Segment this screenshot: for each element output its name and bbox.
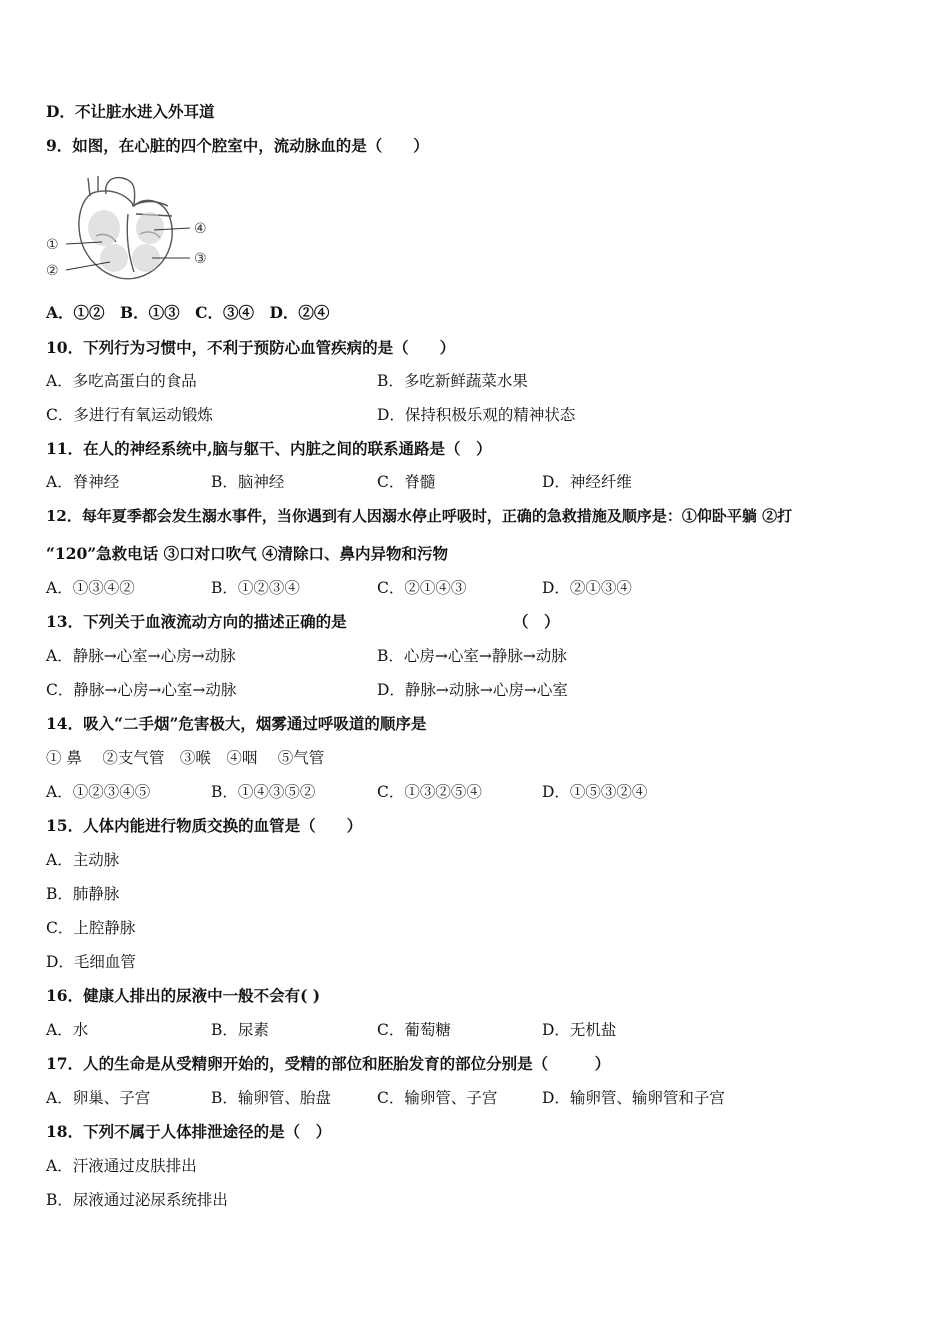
- q14-option-a: A．①②③④⑤: [46, 783, 151, 801]
- q11-option-c: C．脊髓: [377, 473, 436, 491]
- question-10: 10．下列行为习惯中，不利于预防心血管疾病的是（ ）: [46, 338, 456, 357]
- q16-option-b: B．尿素: [211, 1021, 269, 1039]
- q12-option-d: D．②①③④: [542, 579, 632, 597]
- q17-option-b: B．输卵管、胎盘: [211, 1089, 331, 1107]
- question-11: 11．在人的神经系统中,脑与躯干、内脏之间的联系通路是（ ）: [46, 439, 492, 458]
- question-17: 17．人的生命是从受精卵开始的，受精的部位和胚胎发育的部位分别是（ ）: [46, 1054, 611, 1073]
- question-16: 16．健康人排出的尿液中一般不会有( ): [46, 986, 321, 1005]
- question-14-list: ① 鼻 ②支气管 ③喉 ④咽 ⑤气管: [46, 749, 325, 767]
- q17-option-d: D．输卵管、输卵管和子宫: [542, 1089, 725, 1107]
- q11-option-d: D．神经纤维: [542, 473, 632, 491]
- q15-option-a: A．主动脉: [46, 851, 120, 869]
- heart-label-1: ①: [46, 237, 59, 253]
- q12-option-c: C．②①④③: [377, 579, 467, 597]
- q15-option-b: B．肺静脉: [46, 885, 120, 903]
- q13-option-a: A．静脉→心室→心房→动脉: [46, 647, 236, 665]
- q10-option-b: B．多吃新鲜蔬菜水果: [377, 372, 528, 390]
- q12-option-a: A．①③④②: [46, 579, 135, 597]
- question-15: 15．人体内能进行物质交换的血管是（ ）: [46, 816, 363, 835]
- heart-label-2: ②: [46, 263, 59, 279]
- question-9-options: A．①② B．①③ C．③④ D．②④: [46, 303, 330, 322]
- heart-label-3: ③: [194, 251, 207, 267]
- heart-label-4: ④: [194, 221, 207, 237]
- q18-option-b: B．尿液通过泌尿系统排出: [46, 1191, 228, 1209]
- q10-option-d: D．保持积极乐观的精神状态: [377, 406, 576, 424]
- q15-option-d: D．毛细血管: [46, 953, 136, 971]
- q14-option-c: C．①③②⑤④: [377, 783, 482, 801]
- question-12-line2: “120”急救电话 ③口对口吹气 ④清除口、鼻内异物和污物: [46, 544, 448, 563]
- question-18: 18．下列不属于人体排泄途径的是（ ）: [46, 1122, 332, 1141]
- q16-option-a: A．水: [46, 1021, 89, 1039]
- q11-option-a: A．脊神经: [46, 473, 120, 491]
- q15-option-c: C．上腔静脉: [46, 919, 136, 937]
- q13-option-d: D．静脉→动脉→心房→心室: [377, 681, 568, 699]
- q13-option-b: B．心房→心室→静脉→动脉: [377, 647, 567, 665]
- question-12-line1: 12．每年夏季都会发生溺水事件，当你遇到有人因溺水停止呼吸时，正确的急救措施及顺序是：①仰卧平躺 ②打: [46, 507, 793, 525]
- option-d-previous: D．不让脏水进入外耳道: [46, 102, 215, 121]
- q12-option-b: B．①②③④: [211, 579, 300, 597]
- q18-option-a: A．汗液通过皮肤排出: [46, 1157, 197, 1175]
- q14-option-d: D．①⑤③②④: [542, 783, 648, 801]
- question-13-paren: （ ）: [513, 612, 560, 631]
- q10-option-c: C．多进行有氧运动锻炼: [46, 406, 213, 424]
- q17-option-c: C．输卵管、子宫: [377, 1089, 498, 1107]
- q10-option-a: A．多吃高蛋白的食品: [46, 372, 197, 390]
- question-14: 14．吸入“二手烟”危害极大，烟雾通过呼吸道的顺序是: [46, 714, 427, 733]
- heart-diagram: [44, 174, 214, 286]
- question-9: 9．如图，在心脏的四个腔室中，流动脉血的是（ ）: [46, 136, 429, 155]
- q17-option-a: A．卵巢、子宫: [46, 1089, 151, 1107]
- q16-option-c: C．葡萄糖: [377, 1021, 451, 1039]
- q11-option-b: B．脑神经: [211, 473, 285, 491]
- q14-option-b: B．①④③⑤②: [211, 783, 316, 801]
- q16-option-d: D．无机盐: [542, 1021, 617, 1039]
- q13-option-c: C．静脉→心房→心室→动脉: [46, 681, 237, 699]
- question-13: 13．下列关于血液流动方向的描述正确的是: [46, 612, 347, 631]
- septum: [127, 214, 134, 272]
